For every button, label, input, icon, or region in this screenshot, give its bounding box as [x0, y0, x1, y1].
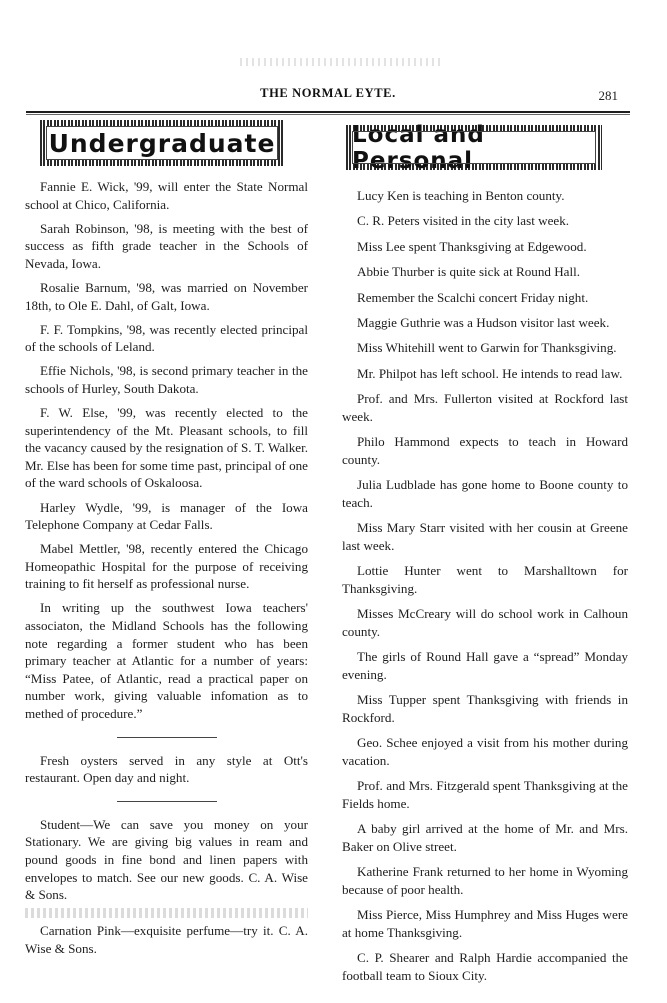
page-number: 281	[598, 88, 618, 103]
news-item: Sarah Robinson, '98, is meeting with the best of success as fifth grade teacher in the Schools of Nevada, Iowa.	[25, 220, 308, 271]
undergraduate-heading-box	[40, 120, 284, 166]
news-item: Rosalie Barnum, '98, was married on November 18th, to Ole E. Dahl, of Galt, Iowa.	[25, 279, 308, 313]
news-item: A baby girl arrived at the home of Mr. and Mrs. Baker on Olive street.	[342, 820, 628, 854]
advertisement: Student—We can save you money on your Stationary. We are giving big values in ream and pound goods in fine bond and linen papers with envelopes to match. See our new goods. C. A. Wise & Sons.	[25, 816, 308, 903]
advertisement: Fresh oysters served in any style at Ott's restaurant. Open day and night.	[25, 752, 308, 786]
running-header	[26, 86, 630, 106]
news-item: F. W. Else, '99, was recently elected to the superintendency of the Mt. Pleasant schools, to fill the vacancy caused by the resignation of S. T. Walker. Mr. Else has been for some time past, principal of one of the ward schools of Oskaloosa.	[25, 405, 308, 491]
publication-title: THE NORMAL EYTE.	[260, 86, 396, 100]
news-item: F. F. Tompkins, '98, was recently elected principal of the schools of Leland.	[25, 321, 308, 355]
news-item: C. P. Shearer and Ralph Hardie accompanied the football team to Sioux City.	[342, 949, 628, 983]
header-rule	[26, 111, 630, 115]
news-item: Philo Hammond expects to teach in Howard county.	[342, 434, 628, 467]
news-item: Miss Lee spent Thanksgiving at Edgewood.	[357, 238, 587, 254]
news-item: C. R. Peters visited in the city last week.	[357, 213, 570, 229]
news-item: Geo. Schee enjoyed a visit from his mother during vacation.	[342, 735, 628, 768]
news-item: Misses McCreary will do school work in Calhoun county.	[342, 606, 628, 639]
news-item: Effie Nichols, '98, is second primary teacher in the schools of Hurley, South Dakota.	[25, 363, 308, 396]
news-item: Mabel Mettler, '98, recently entered the Chicago Homeopathic Hospital for the purpose of receiving training to fit herself as professional nurse.	[25, 541, 308, 592]
news-item: Remember the Scalchi concert Friday night.	[357, 289, 589, 305]
news-item: Julia Ludblade has gone home to Boone county to teach.	[342, 477, 628, 510]
news-item: Miss Mary Starr visited with her cousin at Greene last week.	[342, 520, 628, 553]
news-item: Prof. and Mrs. Fitzgerald spent Thanksgiving at the Fields home.	[342, 777, 628, 811]
bleed-through-marks	[240, 58, 440, 66]
separator-rule	[117, 737, 217, 738]
news-item: Lottie Hunter went to Marshalltown for Thanksgiving.	[342, 563, 628, 596]
news-item: Mr. Philpot has left school. He intends to read law.	[357, 365, 623, 381]
section-title-local-personal: Local and Personal	[352, 121, 485, 174]
news-item: The girls of Round Hall gave a “spread” Monday evening.	[342, 649, 628, 682]
news-item: Prof. and Mrs. Fullerton visited at Rockford last week.	[342, 391, 628, 424]
news-item: Miss Pierce, Miss Humphrey and Miss Huges were at home Thanksgiving.	[342, 906, 628, 940]
news-item: Harley Wydle, '99, is manager of the Iowa Telephone Company at Cedar Falls.	[25, 499, 308, 533]
news-item: Maggie Guthrie was a Hudson visitor last week.	[357, 314, 610, 330]
section-title-undergraduate: Undergraduate	[48, 128, 276, 158]
bleed-through-marks	[25, 908, 308, 918]
news-item: Lucy Ken is teaching in Benton county.	[357, 188, 565, 203]
local-personal-heading-box	[346, 121, 602, 174]
advertisement: Carnation Pink—exquisite perfume—try it. C. A. Wise & Sons.	[25, 923, 308, 956]
news-item: Abbie Thurber is quite sick at Round Hall.	[357, 264, 581, 280]
news-item: Katherine Frank returned to her home in Wyoming because of poor health.	[342, 863, 628, 897]
news-item: In writing up the southwest Iowa teachers' associaton, the Midland Schools has the following note regarding a former student who has been primary teacher at Atlantic for a number of years: “Miss Patee, of Atlantic, read a practical paper on number work, giving valuable infomation as to methed of procedure.”	[25, 600, 308, 722]
separator-rule	[117, 801, 217, 802]
news-item: Fannie E. Wick, '99, will enter the State Normal school at Chico, California.	[25, 179, 308, 212]
left-column	[25, 178, 308, 964]
news-item: Miss Whitehill went to Garwin for Thanksgiving.	[357, 340, 617, 356]
right-column	[342, 187, 628, 992]
news-item: Miss Tupper spent Thanksgiving with friends in Rockford.	[342, 692, 628, 725]
